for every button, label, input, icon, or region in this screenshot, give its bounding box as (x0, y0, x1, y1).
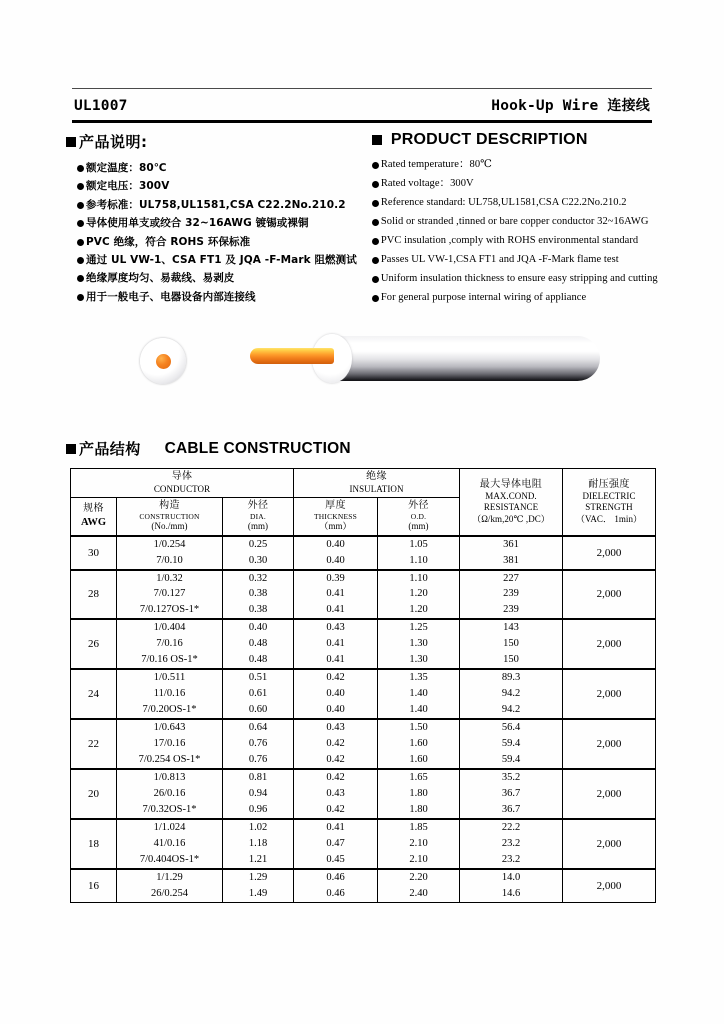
cell-value: 94.2 (501, 688, 521, 700)
list-item-label: 通过 UL VW-1、CSA FT1 及 JQA -F-Mark 阻燃测试 (86, 254, 357, 267)
cell-value: 23.2 (501, 853, 521, 865)
cell-value: 0.94 (248, 787, 268, 799)
bullet-dot-icon (372, 276, 379, 283)
cell-dielectric: 2,000 (563, 570, 656, 620)
bullet-dot-icon (372, 295, 379, 302)
cell-value: 11/0.16 (153, 688, 186, 700)
column-header-dia-unit: (mm) (247, 521, 269, 532)
cell-value: 1.30 (409, 638, 428, 650)
cell-dielectric: 2,000 (563, 536, 656, 570)
column-header-dielectric-cn: 耐压强度 (588, 478, 630, 490)
list-item-label: For general purpose internal wiring of appliance (380, 291, 587, 303)
cell-value: 1.35 (409, 672, 428, 684)
wire-cable-body (250, 332, 600, 394)
cell-value: 0.46 (326, 871, 345, 883)
list-item-label: 导体使用单支或绞合 32~16AWG 镀锡或裸铜 (86, 217, 309, 230)
column-header-od-unit: (mm) (408, 521, 429, 532)
cell-value: 1.30 (409, 654, 428, 666)
cell-value: 26/0.16 (153, 787, 186, 799)
cell-value: 89.3 (501, 672, 521, 684)
cell-value: 7/0.20OS-1* (142, 704, 197, 716)
cell-resistance (460, 869, 563, 902)
cell-value: 0.45 (326, 853, 345, 865)
group-header-conductor-cn: 导体 (171, 471, 193, 482)
cell-value: 0.40 (326, 704, 345, 716)
cell-dielectric: 2,000 (563, 819, 656, 869)
table-body (71, 536, 656, 902)
cell-value: 1/1.29 (156, 871, 183, 883)
description-heading-cn-wrap (66, 131, 372, 152)
cell-value: 1/0.511 (153, 672, 186, 684)
column-header-construction-unit: (No./mm) (151, 521, 188, 532)
cell-dielectric: 2,000 (563, 869, 656, 902)
table-row (71, 570, 656, 620)
description-list-en (372, 158, 666, 305)
list-item-label: PVC 绝缘，符合 ROHS 环保标准 (86, 235, 251, 248)
cell-value: 1.60 (409, 754, 428, 765)
cell-thickness (294, 819, 378, 869)
cell-value: 1.05 (409, 538, 428, 550)
cell-value: 1.85 (409, 821, 428, 833)
cell-value: 14.6 (501, 887, 521, 899)
product-title-cn: 连接线 (607, 98, 650, 114)
cell-od (378, 536, 460, 570)
exposed-conductor (250, 348, 334, 364)
product-title (491, 95, 650, 115)
table-row (71, 819, 656, 869)
list-item (372, 291, 666, 305)
bullet-dot-icon (77, 165, 84, 172)
description-heading-cn: 产品说明: (79, 133, 148, 151)
column-header-od-cn: 外径 (408, 499, 429, 511)
column-header-dia (223, 497, 294, 535)
list-item (372, 196, 666, 210)
cell-value: 239 (503, 604, 519, 616)
cell-value: 14.0 (501, 871, 521, 883)
cell-value: 1/0.643 (153, 722, 186, 734)
conductor-core-icon (156, 354, 171, 369)
list-item (372, 215, 666, 229)
column-header-resistance (460, 469, 563, 536)
bullet-dot-icon (77, 275, 84, 282)
column-header-thickness-en: THICKNESS (313, 512, 358, 522)
cell-value: 2.40 (409, 887, 428, 899)
cell-thickness (294, 769, 378, 819)
cell-value: 0.64 (248, 722, 268, 734)
bullet-dot-icon (77, 220, 84, 227)
list-item-label: 参考标准：UL758,UL1581,CSA C22.2No.210.2 (86, 198, 346, 211)
list-item-label: Reference standard: UL758,UL1581,CSA C22.2No.210.2 (380, 196, 627, 208)
cell-dia (223, 536, 294, 570)
cable-construction-table (70, 468, 656, 903)
table-row (71, 536, 656, 570)
list-item (77, 216, 372, 231)
cell-awg: 18 (71, 819, 117, 869)
table-row (71, 669, 656, 719)
cell-resistance (460, 819, 563, 869)
cell-value: 26/0.254 (150, 887, 189, 899)
cell-construction (117, 769, 223, 819)
cell-value: 0.42 (326, 803, 345, 815)
cell-value: 0.42 (326, 771, 345, 783)
cell-value: 0.47 (326, 837, 345, 849)
product-title-en: Hook-Up Wire (491, 98, 599, 114)
cell-resistance (460, 769, 563, 819)
cell-value: 59.4 (501, 738, 521, 750)
cell-value: 239 (503, 588, 519, 600)
cell-value: 1.80 (409, 803, 428, 815)
cell-value: 0.40 (326, 538, 345, 550)
cell-value: 0.42 (326, 738, 345, 750)
square-marker-icon (66, 444, 76, 454)
list-item (372, 177, 666, 191)
cell-thickness (294, 619, 378, 669)
column-header-thickness-cn: 厚度 (325, 499, 346, 511)
cell-value: 1.80 (409, 787, 428, 799)
bullet-dot-icon (77, 239, 84, 246)
description-heading-en: PRODUCT DESCRIPTION (390, 131, 588, 148)
square-marker-icon (66, 137, 76, 147)
cell-construction (117, 619, 223, 669)
cell-thickness (294, 869, 378, 902)
header-rule-bottom (72, 120, 652, 123)
column-header-resistance-cn: 最大导体电阻 (479, 478, 543, 490)
column-header-od-en: O.D. (410, 512, 427, 522)
cell-value: 0.32 (248, 572, 268, 584)
list-item (77, 198, 372, 213)
cell-value: 0.40 (326, 688, 345, 700)
cell-awg: 28 (71, 570, 117, 620)
column-header-construction-cn: 构造 (159, 499, 180, 511)
cell-dia (223, 869, 294, 902)
bullet-dot-icon (372, 238, 379, 245)
cell-value: 1.18 (248, 837, 268, 849)
cell-value: 0.41 (326, 638, 345, 650)
cell-od (378, 819, 460, 869)
cell-value: 7/0.127OS-1* (139, 604, 200, 616)
cell-value: 0.42 (326, 672, 345, 684)
cell-value: 1.20 (409, 604, 428, 616)
cell-awg: 22 (71, 719, 117, 769)
cell-value: 17/0.16 (153, 738, 186, 750)
list-item (77, 179, 372, 194)
cell-od (378, 570, 460, 620)
cell-value: 0.61 (248, 688, 268, 700)
bullet-dot-icon (77, 257, 84, 264)
cell-value: 35.2 (501, 771, 521, 783)
table-row (71, 869, 656, 902)
bullet-dot-icon (77, 202, 84, 209)
cell-dia (223, 570, 294, 620)
group-header-insulation-en: INSULATION (349, 483, 404, 494)
cell-value: 36.7 (501, 803, 521, 815)
cell-construction (117, 669, 223, 719)
description-column-chinese (66, 131, 372, 310)
table-row (71, 769, 656, 819)
column-header-resistance-unit: （Ω/km,20℃ ,DC） (472, 513, 550, 524)
cell-value: 150 (503, 654, 519, 666)
cell-value: 0.41 (326, 604, 345, 616)
group-header-insulation-cn: 绝缘 (366, 471, 387, 482)
list-item-label: 用于一般电子、电器设备内部连接线 (86, 290, 256, 303)
cell-value: 7/0.254 OS-1* (138, 754, 201, 765)
cell-resistance (460, 669, 563, 719)
list-item-label: 额定电压：300V (86, 180, 170, 193)
table-row (71, 619, 656, 669)
cell-value: 1.10 (409, 572, 428, 584)
cell-value: 1.40 (409, 688, 428, 700)
construction-heading-cn: 产品结构 (79, 440, 141, 458)
column-header-thickness-unit: （mm） (319, 521, 352, 532)
bullet-dot-icon (77, 294, 84, 301)
cell-resistance (460, 619, 563, 669)
list-item (77, 235, 372, 250)
cell-resistance (460, 536, 563, 570)
insulation-jacket (332, 336, 600, 381)
cell-value: 0.30 (248, 554, 268, 566)
description-section (66, 131, 666, 310)
cell-value: 0.41 (326, 588, 345, 600)
description-list-cn (77, 161, 372, 305)
cell-value: 0.43 (326, 622, 345, 634)
cell-construction (117, 536, 223, 570)
list-item (372, 158, 666, 172)
group-header-conductor-en: CONDUCTOR (153, 483, 211, 494)
cell-awg: 24 (71, 669, 117, 719)
cell-value: 1.50 (409, 722, 428, 734)
cell-value: 1.60 (409, 738, 428, 750)
cell-resistance (460, 570, 563, 620)
cell-value: 227 (503, 572, 519, 584)
cell-construction (117, 819, 223, 869)
list-item (77, 253, 372, 268)
cell-value: 0.81 (248, 771, 268, 783)
cell-dia (223, 669, 294, 719)
column-header-dielectric-en1: DIELECTRIC (582, 491, 636, 502)
column-header-dielectric (563, 469, 656, 536)
column-header-resistance-en2: RESISTANCE (483, 502, 539, 513)
list-item-label: 额定温度：80℃ (86, 162, 167, 174)
cell-construction (117, 570, 223, 620)
cell-od (378, 869, 460, 902)
list-item (77, 161, 372, 176)
list-item-label: PVC insulation ,comply with ROHS environmental standard (380, 234, 639, 246)
cell-value: 1.20 (409, 588, 428, 600)
bullet-dot-icon (372, 257, 379, 264)
description-column-english (372, 131, 666, 310)
cell-value: 0.41 (326, 654, 345, 666)
wire-illustration (140, 332, 600, 394)
cell-resistance (460, 719, 563, 769)
cell-value: 2.10 (409, 853, 428, 865)
cell-value: 150 (503, 638, 519, 650)
list-item (372, 234, 666, 248)
list-item (77, 290, 372, 305)
cell-value: 0.51 (248, 672, 268, 684)
cell-od (378, 769, 460, 819)
cell-awg: 30 (71, 536, 117, 570)
bullet-dot-icon (77, 183, 84, 190)
cell-value: 7/0.16 (156, 638, 183, 650)
cell-awg: 16 (71, 869, 117, 902)
wire-cross-section (140, 338, 186, 384)
cell-value: 1/0.813 (153, 771, 186, 783)
cell-od (378, 619, 460, 669)
column-header-od (378, 497, 460, 535)
cell-value: 7/0.32OS-1* (142, 803, 197, 815)
list-item (372, 272, 666, 286)
cell-value: 59.4 (501, 754, 521, 765)
cell-value: 0.96 (248, 803, 268, 815)
cell-value: 0.46 (326, 887, 345, 899)
cell-value: 0.43 (326, 722, 345, 734)
list-item (372, 253, 666, 267)
list-item-label: Uniform insulation thickness to ensure easy stripping and cutting (380, 272, 658, 284)
cell-value: 0.43 (326, 787, 345, 799)
bullet-dot-icon (372, 219, 379, 226)
column-header-dia-cn: 外径 (247, 499, 269, 511)
cell-value: 7/0.10 (156, 554, 183, 566)
cell-value: 0.76 (248, 738, 268, 750)
cell-thickness (294, 570, 378, 620)
cell-value: 0.41 (326, 821, 345, 833)
cell-value: 0.48 (248, 638, 268, 650)
cell-dia (223, 719, 294, 769)
column-header-dia-en: DIA. (249, 512, 266, 522)
cell-thickness (294, 669, 378, 719)
column-header-dielectric-unit: （VAC． 1min） (575, 513, 643, 524)
list-item-label: Passes UL VW-1,CSA FT1 and JQA -F-Mark flame test (380, 253, 619, 265)
cell-value: 41/0.16 (153, 837, 186, 849)
cell-value: 2.10 (409, 837, 428, 849)
cell-value: 23.2 (501, 837, 521, 849)
cell-value: 0.42 (326, 754, 345, 765)
description-heading-en-wrap (372, 131, 666, 149)
cell-value: 7/0.127 (153, 588, 186, 600)
cell-construction (117, 719, 223, 769)
column-header-construction-en: CONSTRUCTION (139, 512, 200, 522)
column-header-awg (71, 497, 117, 535)
group-header-conductor (71, 469, 294, 498)
cell-value: 1.21 (248, 853, 268, 865)
cell-dia (223, 619, 294, 669)
cell-value: 0.39 (326, 572, 345, 584)
cell-construction (117, 869, 223, 902)
column-header-resistance-en1: MAX.COND. (485, 491, 537, 502)
cell-value: 2.20 (409, 871, 428, 883)
cell-value: 22.2 (501, 821, 521, 833)
cell-dia (223, 769, 294, 819)
cell-value: 0.25 (248, 538, 268, 550)
table-row (71, 719, 656, 769)
cell-value: 1.40 (409, 704, 428, 716)
cell-dia (223, 819, 294, 869)
table-group-header-row (71, 469, 656, 498)
cell-dielectric: 2,000 (563, 619, 656, 669)
construction-heading (66, 438, 351, 459)
cell-value: 0.60 (248, 704, 268, 716)
construction-heading-en: CABLE CONSTRUCTION (164, 439, 351, 457)
cell-thickness (294, 719, 378, 769)
cell-dielectric: 2,000 (563, 669, 656, 719)
cell-value: 0.40 (326, 554, 345, 566)
bullet-dot-icon (372, 200, 379, 207)
cell-value: 7/0.404OS-1* (139, 853, 200, 865)
cell-value: 0.40 (248, 622, 268, 634)
cell-value: 1.02 (248, 821, 268, 833)
list-item-label: Rated temperature：80℃ (380, 159, 492, 170)
cell-value: 1.65 (409, 771, 428, 783)
cell-od (378, 669, 460, 719)
table-head (71, 469, 656, 536)
cell-value: 7/0.16 OS-1* (141, 654, 198, 666)
cell-value: 381 (503, 554, 519, 566)
bullet-dot-icon (372, 181, 379, 188)
bullet-dot-icon (372, 162, 379, 169)
cell-value: 56.4 (501, 722, 521, 734)
cell-dielectric: 2,000 (563, 719, 656, 769)
cell-dielectric: 2,000 (563, 769, 656, 819)
cell-value: 36.7 (501, 787, 521, 799)
document-header (72, 88, 652, 123)
list-item (77, 271, 372, 286)
cell-value: 361 (503, 538, 519, 550)
group-header-insulation (294, 469, 460, 498)
column-header-dielectric-en2: STRENGTH (585, 502, 633, 513)
cell-value: 1/0.404 (153, 622, 186, 634)
cell-thickness (294, 536, 378, 570)
list-item-label: 绝缘厚度均匀、易裁线、易剥皮 (86, 272, 235, 285)
cell-value: 0.76 (248, 754, 268, 765)
cell-value: 1/0.32 (156, 572, 183, 584)
cell-value: 143 (503, 622, 519, 634)
cell-awg: 20 (71, 769, 117, 819)
column-header-awg-cn: 规格 (83, 503, 104, 515)
cell-value: 1.10 (409, 554, 428, 566)
square-marker-icon (372, 135, 382, 145)
list-item-label: Solid or stranded ,tinned or bare copper conductor 32~16AWG (380, 215, 649, 227)
column-header-construction (117, 497, 223, 535)
list-item-label: Rated voltage：300V (380, 177, 474, 189)
column-header-awg-en: AWG (80, 516, 107, 528)
cell-value: 1/0.254 (153, 538, 186, 550)
cell-awg: 26 (71, 619, 117, 669)
column-header-thickness (294, 497, 378, 535)
cell-value: 0.48 (248, 654, 268, 666)
cell-value: 1.25 (409, 622, 428, 634)
product-code: UL1007 (74, 98, 128, 114)
cell-value: 1.29 (248, 871, 268, 883)
cell-value: 0.38 (248, 588, 268, 600)
cell-value: 1.49 (248, 887, 268, 899)
cell-value: 1/1.024 (153, 821, 186, 833)
cell-od (378, 719, 460, 769)
cell-value: 0.38 (248, 604, 268, 616)
cell-value: 94.2 (501, 704, 521, 716)
